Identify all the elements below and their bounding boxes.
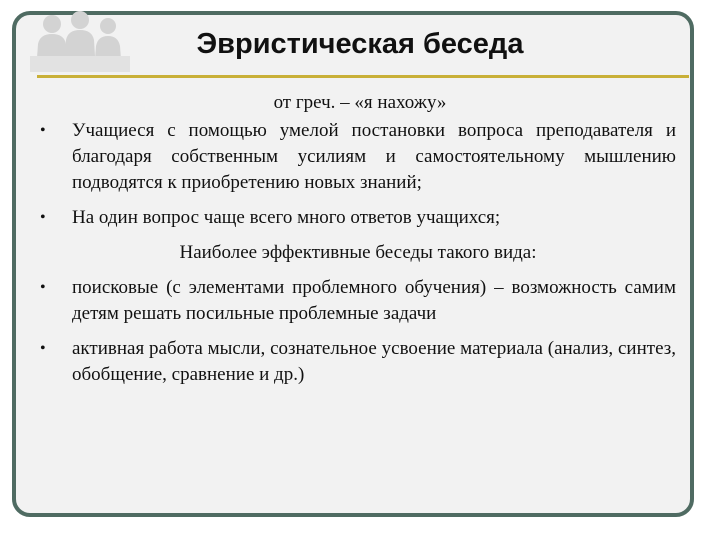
bullet-icon: • xyxy=(40,340,46,357)
bullet-text: поисковые (с элементами проблемного обучения) – возможность самим детям решать посильные проблемные задачи xyxy=(72,277,676,324)
list-item xyxy=(40,336,676,388)
slide-body xyxy=(40,118,676,397)
bullet-icon: • xyxy=(40,122,46,139)
bullet-text: На один вопрос чаще всего много ответов учащихся; xyxy=(72,207,501,228)
list-item xyxy=(40,205,676,231)
bullet-text: Учащиеся с помощью умелой постановки вопроса преподавателя и благодаря собственным усилиям и самостоятельному мышлению подводятся к приобретению новых знаний; xyxy=(72,120,676,193)
list-item xyxy=(40,118,676,196)
bullet-text: активная работа мысли, сознательное усвоение материала (анализ, синтез, обобщение, сравнение и др.) xyxy=(72,338,676,385)
slide-title: Эвристическая беседа xyxy=(196,28,524,60)
slide-subtitle: от греч. – «я нахожу» xyxy=(273,92,447,113)
title-underline xyxy=(37,75,689,78)
bullet-icon: • xyxy=(40,279,46,296)
center-note: Наиболее эффективные беседы такого вида: xyxy=(179,242,537,263)
bullet-icon: • xyxy=(40,209,46,226)
list-item xyxy=(40,275,676,327)
